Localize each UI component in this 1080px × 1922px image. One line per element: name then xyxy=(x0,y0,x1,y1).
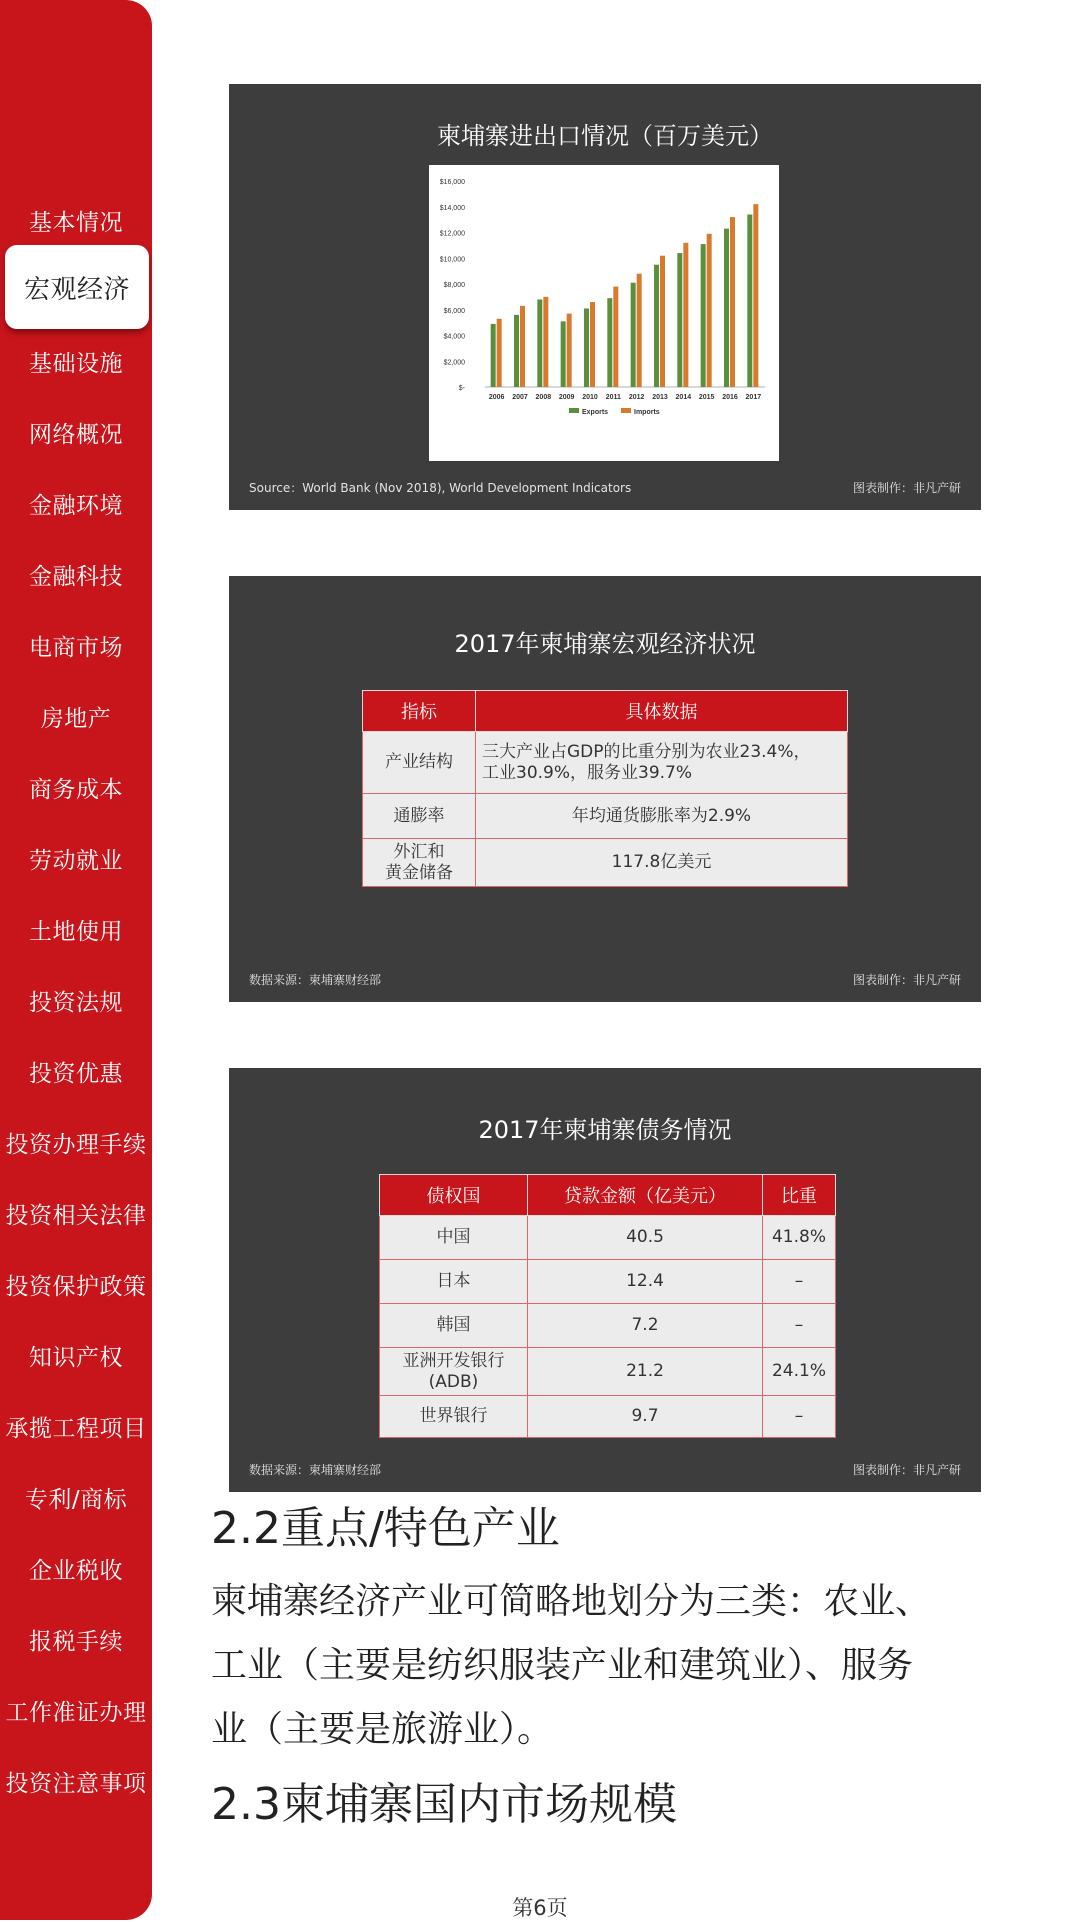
y-tick-label: $10,000 xyxy=(439,256,465,264)
x-tick-label: 2010 xyxy=(582,394,598,401)
bar-exports xyxy=(654,265,659,387)
sidebar-item-macro-economy[interactable]: 宏观经济 xyxy=(5,245,149,329)
table-cell-value: 年均通货膨胀率为2.9% xyxy=(476,794,848,839)
y-tick-label: $- xyxy=(458,385,465,392)
bar-imports xyxy=(660,256,665,387)
bar-exports xyxy=(584,308,589,387)
cell-line: 黄金储备 xyxy=(385,862,453,883)
bar-imports xyxy=(520,306,525,387)
x-tick-label: 2017 xyxy=(745,394,762,401)
table-cell-share: – xyxy=(763,1304,836,1348)
bar-imports xyxy=(753,204,758,387)
y-tick-label: $8,000 xyxy=(443,282,465,289)
slide-title: 2017年柬埔寨债务情况 xyxy=(478,1116,732,1144)
table-row xyxy=(380,1348,836,1396)
debt-table xyxy=(379,1174,836,1438)
x-tick-label: 2006 xyxy=(488,394,505,401)
y-tick-label: $4,000 xyxy=(443,333,465,341)
sidebar-item-infrastructure[interactable]: 基础设施 xyxy=(29,350,123,377)
table-cell-amount: 12.4 xyxy=(528,1260,763,1304)
table-row xyxy=(363,794,848,839)
table-header: 具体数据 xyxy=(476,691,848,732)
sidebar-item-finance-env[interactable]: 金融环境 xyxy=(29,492,123,519)
slide-source: 数据来源：柬埔寨财经部 xyxy=(249,973,382,987)
table-cell-indicator xyxy=(363,839,476,887)
x-tick-label: 2009 xyxy=(558,394,575,401)
paragraph-line: 工业（主要是纺织服装产业和建筑业）、服务 xyxy=(211,1645,914,1686)
sidebar-item-business-cost[interactable]: 商务成本 xyxy=(29,776,123,803)
bar-exports xyxy=(491,324,496,387)
cell-line: 三大产业占GDP的比重分别为农业23.4%， xyxy=(482,741,811,762)
bar-imports xyxy=(590,302,595,387)
section-heading-market-size: 2.3柬埔寨国内市场规模 xyxy=(211,1779,677,1830)
sidebar-item-work-permit[interactable]: 工作准证办理 xyxy=(5,1699,147,1726)
sidebar-nav xyxy=(0,0,152,1920)
section-heading-key-industries: 2.2重点/特色产业 xyxy=(211,1503,560,1554)
table-row xyxy=(380,1304,836,1348)
bar-imports xyxy=(683,243,688,387)
bar-imports xyxy=(567,314,572,387)
trade-chart-slide xyxy=(229,84,981,510)
bar-imports xyxy=(497,319,502,387)
sidebar-item-patent-trademark[interactable]: 专利/商标 xyxy=(24,1486,128,1513)
table-cell-value: 117.8亿美元 xyxy=(476,839,848,887)
sidebar-item-tax-filing[interactable]: 报税手续 xyxy=(29,1628,123,1655)
sidebar-item-ecommerce[interactable]: 电商市场 xyxy=(29,634,123,661)
table-cell-creditor: 中国 xyxy=(380,1216,528,1260)
bar-imports xyxy=(730,217,735,387)
legend-swatch xyxy=(621,408,631,413)
slide-credit: 图表制作：非凡产研 xyxy=(852,973,961,987)
y-tick-label: $16,000 xyxy=(439,179,465,186)
sidebar-item-investment-laws[interactable]: 投资相关法律 xyxy=(5,1202,147,1229)
x-tick-label: 2007 xyxy=(512,394,528,401)
sidebar-item-precautions[interactable]: 投资注意事项 xyxy=(5,1770,147,1797)
y-tick-label: $2,000 xyxy=(443,359,465,367)
sidebar-item-investment-law[interactable]: 投资法规 xyxy=(29,989,123,1016)
bar-imports xyxy=(637,274,642,387)
sidebar-item-labor[interactable]: 劳动就业 xyxy=(29,847,123,874)
debt-slide xyxy=(229,1068,981,1492)
bar-imports xyxy=(543,297,548,387)
sidebar-item-investment-incentives[interactable]: 投资优惠 xyxy=(29,1060,123,1087)
table-cell-amount: 9.7 xyxy=(528,1396,763,1438)
table-row xyxy=(380,1216,836,1260)
bar-imports xyxy=(613,287,618,387)
sidebar-item-contracting[interactable]: 承揽工程项目 xyxy=(5,1415,147,1442)
chart-panel xyxy=(429,165,779,461)
sidebar-item-basic-info[interactable]: 基本情况 xyxy=(29,209,123,236)
table-header: 贷款金额（亿美元） xyxy=(528,1175,763,1216)
paragraph-line: 业（主要是旅游业）。 xyxy=(211,1709,554,1750)
slide-source: 数据来源：柬埔寨财经部 xyxy=(249,1463,382,1477)
table-cell-creditor: 韩国 xyxy=(380,1304,528,1348)
table-cell-creditor: 世界银行 xyxy=(380,1396,528,1438)
cell-line: 外汇和 xyxy=(393,841,445,862)
table-header-row xyxy=(363,691,848,732)
legend-label: Exports xyxy=(582,409,609,416)
bar-exports xyxy=(677,253,682,387)
sidebar-item-ip[interactable]: 知识产权 xyxy=(29,1344,123,1371)
table-header: 债权国 xyxy=(380,1175,528,1216)
table-cell-share: – xyxy=(763,1260,836,1304)
table-row xyxy=(380,1396,836,1438)
table-header-row xyxy=(380,1175,836,1216)
x-tick-label: 2008 xyxy=(535,394,552,401)
cell-line: (ADB) xyxy=(428,1371,479,1392)
paragraph-line: 柬埔寨经济产业可简略地划分为三类：农业、 xyxy=(211,1581,932,1622)
table-cell-creditor xyxy=(380,1348,528,1396)
cell-line: 亚洲开发银行 xyxy=(402,1350,505,1371)
sidebar-item-land-use[interactable]: 土地使用 xyxy=(29,918,123,945)
x-tick-label: 2015 xyxy=(698,394,715,401)
bar-exports xyxy=(747,214,752,387)
bar-exports xyxy=(537,299,542,387)
table-cell-value xyxy=(476,732,848,794)
slide-title: 柬埔寨进出口情况（百万美元） xyxy=(437,122,773,150)
legend-label: Imports xyxy=(634,409,660,416)
bar-exports xyxy=(514,315,519,387)
sidebar-item-real-estate[interactable]: 房地产 xyxy=(40,705,112,732)
bar-imports xyxy=(707,234,712,387)
x-tick-label: 2013 xyxy=(652,394,668,401)
sidebar-item-corporate-tax[interactable]: 企业税收 xyxy=(29,1557,123,1584)
table-cell-share: 24.1% xyxy=(763,1348,836,1396)
table-row xyxy=(363,839,848,887)
table-row xyxy=(380,1260,836,1304)
table-cell-creditor: 日本 xyxy=(380,1260,528,1304)
bar-exports xyxy=(561,321,566,387)
slide-credit: 图表制作：非凡产研 xyxy=(852,1463,961,1477)
y-tick-label: $12,000 xyxy=(439,230,465,238)
table-row xyxy=(363,732,848,794)
macro-economy-slide xyxy=(229,576,981,1002)
sidebar-item-fintech[interactable]: 金融科技 xyxy=(29,563,123,590)
trade-bar-chart xyxy=(429,165,779,461)
sidebar-item-investment-procedures[interactable]: 投资办理手续 xyxy=(5,1131,147,1158)
y-tick-label: $6,000 xyxy=(443,307,465,315)
table-cell-indicator: 通膨率 xyxy=(363,794,476,839)
x-tick-label: 2014 xyxy=(675,394,692,401)
table-cell-indicator: 产业结构 xyxy=(363,732,476,794)
slide-source: Source：World Bank (Nov 2018), World Development Indicators xyxy=(249,481,632,495)
table-cell-amount: 7.2 xyxy=(528,1304,763,1348)
bar-exports xyxy=(631,283,636,387)
x-tick-label: 2012 xyxy=(628,394,645,401)
section-paragraph xyxy=(211,1570,1031,1762)
page-number: 第6页 xyxy=(512,1896,568,1920)
y-tick-label: $14,000 xyxy=(439,204,465,212)
x-tick-label: 2011 xyxy=(605,394,621,401)
cell-line: 工业30.9%，服务业39.7% xyxy=(482,762,693,783)
bar-exports xyxy=(607,298,612,387)
table-header: 指标 xyxy=(363,691,476,732)
table-header: 比重 xyxy=(763,1175,836,1216)
table-cell-amount: 40.5 xyxy=(528,1216,763,1260)
bar-exports xyxy=(701,244,706,387)
sidebar-item-network[interactable]: 网络概况 xyxy=(29,421,123,448)
slide-credit: 图表制作：非凡产研 xyxy=(852,481,961,495)
macro-table xyxy=(362,690,848,887)
bar-exports xyxy=(724,229,729,387)
sidebar-item-investment-protection[interactable]: 投资保护政策 xyxy=(5,1273,147,1300)
slide-title: 2017年柬埔寨宏观经济状况 xyxy=(454,630,756,658)
table-cell-amount: 21.2 xyxy=(528,1348,763,1396)
legend-swatch xyxy=(569,408,579,413)
table-cell-share: 41.8% xyxy=(763,1216,836,1260)
x-tick-label: 2016 xyxy=(722,394,738,401)
table-cell-share: – xyxy=(763,1396,836,1438)
